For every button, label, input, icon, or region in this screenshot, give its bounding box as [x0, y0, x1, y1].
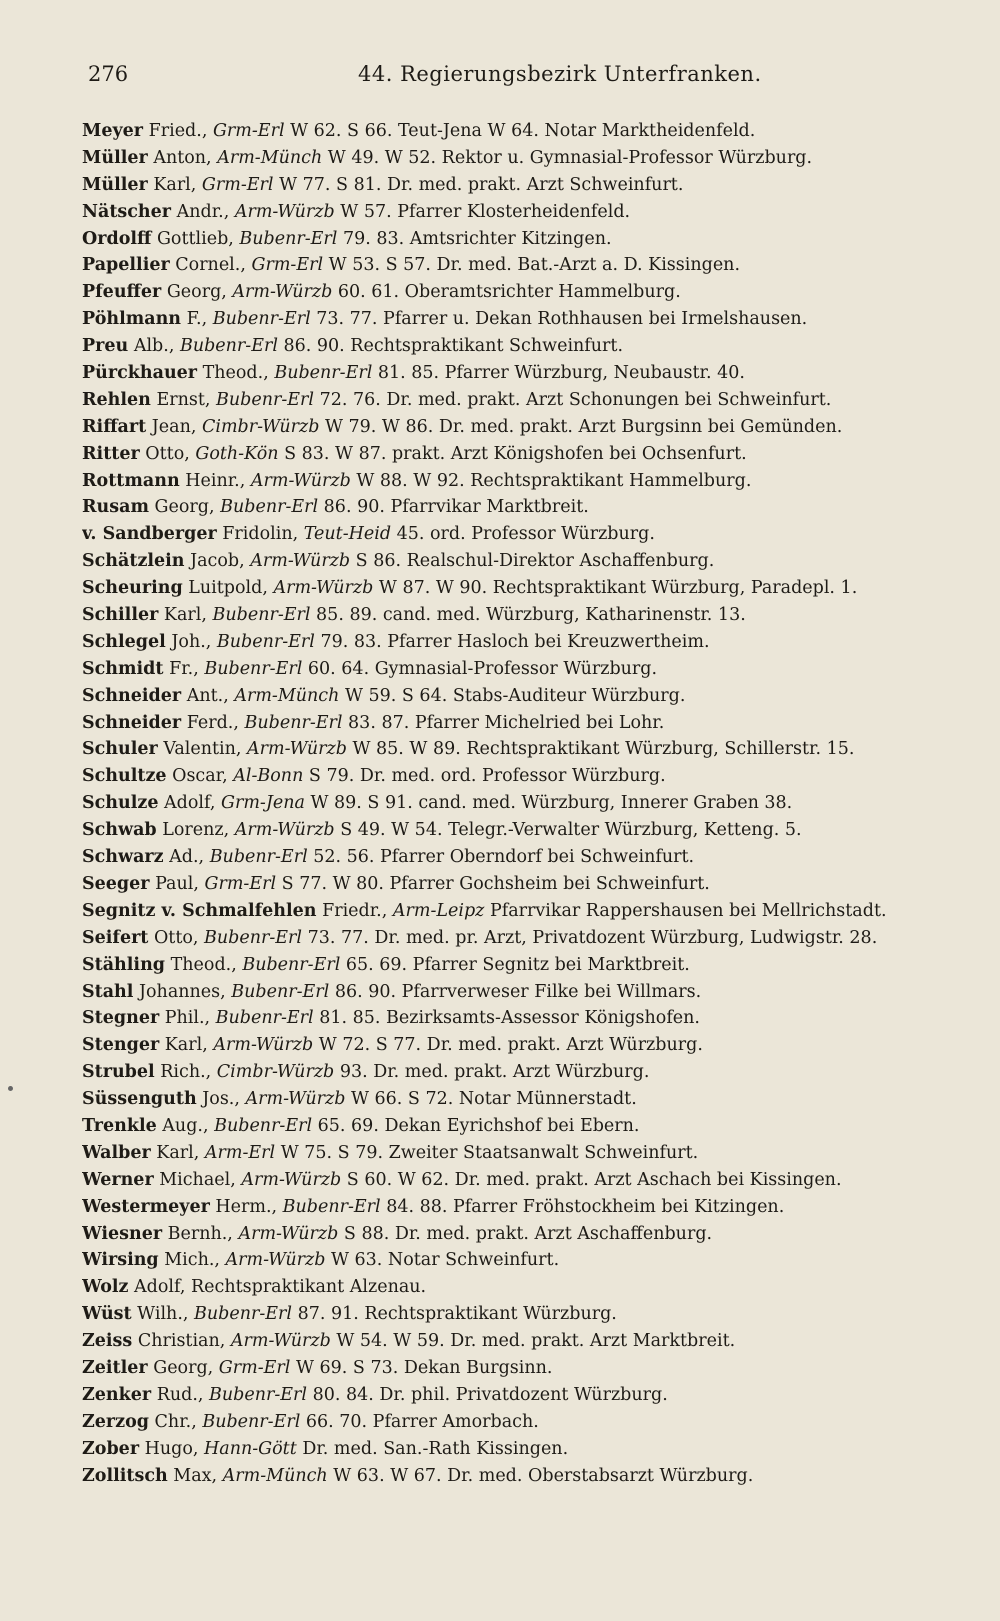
entry-name: Müller [82, 147, 148, 168]
list-item [82, 468, 962, 495]
entry-given-name: Max, [167, 1465, 223, 1486]
list-item [82, 1032, 962, 1059]
entry-name: Stegner [82, 1008, 160, 1029]
list-item [82, 710, 962, 737]
entry-name: Stahl [82, 981, 134, 1002]
entry-name: Seeger [82, 873, 150, 894]
entry-given-name: Heinr., [179, 470, 251, 491]
list-item [82, 602, 962, 629]
entry-affiliation: Bubenr-Erl [204, 658, 303, 679]
entry-name: Schuler [82, 739, 158, 760]
list-item [82, 1409, 962, 1436]
entry-name: Meyer [82, 121, 144, 141]
entry-affiliation: Goth-Kön [195, 443, 279, 464]
entry-name: Werner [82, 1169, 154, 1190]
entry-given-name: Friedr., [316, 900, 393, 921]
entry-affiliation: Bubenr-Erl [274, 363, 373, 384]
entry-given-name: Chr., [148, 1411, 203, 1432]
entry-given-name: Wilh., [131, 1304, 195, 1325]
list-item [82, 1221, 962, 1248]
entry-affiliation: Bubenr-Erl [209, 1384, 308, 1405]
entry-given-name: Oscar, [166, 766, 234, 787]
entry-affiliation: Arm-Leipz [392, 900, 485, 921]
entry-affiliation: Grm-Jena [220, 793, 305, 814]
entry-given-name: Rich., [154, 1062, 217, 1083]
entry-affiliation: Arm-Würzb [230, 1331, 331, 1352]
member-list [82, 118, 962, 1489]
entry-affiliation: Arm-Erl [204, 1142, 276, 1163]
entry-given-name: Ferd., [181, 712, 245, 733]
entry-affiliation: Bubenr-Erl [179, 336, 278, 357]
list-item [82, 925, 962, 952]
list-item [82, 1436, 962, 1463]
entry-name: Ritter [82, 443, 140, 464]
entry-affiliation: Arm-Würzb [241, 1169, 342, 1190]
list-item [82, 683, 962, 710]
entry-affiliation: Al-Bonn [233, 766, 304, 787]
entry-details: Dr. med. San.-Rath Kissingen. [296, 1438, 569, 1459]
entry-given-name: Karl, [159, 1035, 214, 1056]
entry-affiliation: Bubenr-Erl [209, 847, 308, 868]
entry-name: Segnitz v. Schmalfehlen [82, 900, 317, 921]
entry-name: Stähling [82, 954, 166, 975]
entry-given-name: Otto, [139, 443, 196, 464]
entry-affiliation: Arm-Würzb [250, 551, 351, 572]
entry-name: Wirsing [82, 1250, 159, 1271]
entry-name: Pöhlmann [82, 309, 182, 330]
running-head: 44. Regierungsbezirk Unterfranken. [358, 62, 762, 86]
list-item [82, 871, 962, 898]
page-header [88, 62, 958, 98]
list-item [82, 306, 962, 333]
entry-name: Pürckhauer [82, 363, 198, 384]
entry-given-name: Johannes, [133, 981, 232, 1002]
entry-given-name: Ernst, [150, 389, 217, 410]
entry-details: W 69. S 73. Dekan Burgsinn. [290, 1357, 553, 1378]
entry-details: 52. 56. Pfarrer Oberndorf bei Schweinfurt. [307, 847, 695, 868]
entry-affiliation: Arm-Würzb [232, 282, 333, 303]
entry-given-name: Herm., [209, 1196, 283, 1217]
entry-name: Walber [82, 1142, 151, 1163]
entry-details: 60. 64. Gymnasial-Professor Würzburg. [302, 658, 658, 679]
entry-name: Rehlen [82, 389, 151, 410]
list-item [82, 279, 962, 306]
entry-given-name: Otto, [148, 927, 205, 948]
entry-details: 66. 70. Pfarrer Amorbach. [300, 1411, 539, 1432]
entry-given-name: Hugo, [139, 1438, 205, 1459]
entry-name: Pfeuffer [82, 282, 162, 303]
entry-details: 85. 89. cand. med. Würzburg, Katharinenstr. 13. [310, 605, 746, 626]
entry-affiliation: Bubenr-Erl [244, 712, 343, 733]
list-item [82, 333, 962, 360]
entry-given-name: Luitpold, [182, 578, 274, 599]
list-item [82, 387, 962, 414]
list-item [82, 1194, 962, 1221]
entry-details: W 57. Pfarrer Klosterheidenfeld. [334, 201, 631, 222]
entry-affiliation: Arm-Würzb [213, 1035, 314, 1056]
list-item [82, 817, 962, 844]
entry-name: Schneider [82, 712, 182, 733]
entry-name: Schulze [82, 793, 159, 814]
entry-affiliation: Bubenr-Erl [215, 1008, 314, 1029]
entry-name: Rusam [82, 497, 149, 518]
entry-affiliation: Arm-Würzb [247, 739, 347, 760]
entry-given-name: Fr., [163, 658, 205, 679]
list-item [82, 521, 962, 548]
entry-affiliation: Bubenr-Erl [204, 927, 303, 948]
list-item [82, 763, 962, 790]
entry-given-name: Cornel., [169, 255, 252, 276]
entry-name: Trenkle [82, 1115, 157, 1136]
entry-given-name: F., [181, 309, 213, 330]
entry-affiliation: Bubenr-Erl [212, 605, 311, 626]
list-item [82, 226, 962, 253]
entry-affiliation: Bubenr-Erl [216, 631, 315, 652]
entry-name: Schwab [82, 820, 157, 841]
entry-given-name: Fried., [143, 121, 213, 141]
entry-affiliation: Arm-Münch [234, 685, 340, 706]
entry-given-name: Rud., [151, 1384, 210, 1405]
entry-details: 80. 84. Dr. phil. Privatdozent Würzburg. [307, 1384, 668, 1405]
entry-given-name: Georg, [161, 282, 233, 303]
entry-name: Zober [82, 1438, 140, 1459]
list-item [82, 844, 962, 871]
entry-given-name: Karl, [147, 174, 202, 195]
entry-name: Müller [82, 174, 148, 195]
entry-name: Westermeyer [82, 1196, 210, 1217]
entry-given-name: Karl, [158, 605, 213, 626]
entry-given-name: Jos., [196, 1089, 246, 1110]
list-item [82, 118, 962, 145]
entry-given-name: Mich., [158, 1250, 226, 1271]
list-item [82, 656, 962, 683]
entry-given-name: Karl, [150, 1142, 205, 1163]
entry-affiliation: Grm-Erl [212, 121, 285, 141]
list-item [82, 1247, 962, 1274]
entry-details: 79. 83. Pfarrer Hasloch bei Kreuzwertheim. [314, 631, 710, 652]
entry-details: S 77. W 80. Pfarrer Gochsheim bei Schweinfurt. [276, 873, 710, 894]
entry-affiliation: Bubenr-Erl [239, 228, 338, 249]
entry-name: Rottmann [82, 470, 180, 491]
entry-affiliation: Bubenr-Erl [194, 1304, 292, 1325]
entry-details: 84. 88. Pfarrer Fröhstockheim bei Kitzingen. [380, 1196, 785, 1217]
entry-given-name: Theod., [197, 363, 275, 384]
entry-details: S 86. Realschul-Direktor Aschaffenburg. [350, 551, 715, 572]
entry-affiliation: Teut-Heid [303, 524, 392, 545]
list-item [82, 494, 962, 521]
entry-details: Pfarrvikar Rappershausen bei Mellrichstadt. [484, 900, 887, 921]
entry-details: 79. 83. Amtsrichter Kitzingen. [337, 228, 612, 249]
entry-details: W 54. W 59. Dr. med. prakt. Arzt Marktbreit. [330, 1331, 736, 1352]
entry-name: Schultze [82, 766, 167, 787]
entry-affiliation: Grm-Erl [204, 873, 277, 894]
entry-given-name: Paul, [149, 873, 205, 894]
entry-given-name: Georg, [148, 497, 221, 518]
list-item [82, 172, 962, 199]
entry-given-name: Adolf, [158, 793, 221, 814]
list-item [82, 1274, 962, 1301]
entry-given-name: Alb., [128, 336, 180, 357]
entry-details: S 49. W 54. Telegr.-Verwalter Würzburg, Ketteng. 5. [334, 820, 802, 841]
entry-affiliation: Bubenr-Erl [282, 1196, 381, 1217]
entry-details: W 85. W 89. Rechtspraktikant Würzburg, Schillerstr. 15. [346, 739, 855, 760]
entry-details: 81. 85. Pfarrer Würzburg, Neubaustr. 40. [372, 363, 745, 384]
list-item [82, 1167, 962, 1194]
entry-given-name: Phil., [159, 1008, 216, 1029]
entry-name: Zenker [82, 1384, 152, 1405]
list-item [82, 1140, 962, 1167]
entry-affiliation: Bubenr-Erl [242, 954, 341, 975]
entry-details: W 66. S 72. Notar Münnerstadt. [345, 1089, 637, 1110]
entry-details: S 83. W 87. prakt. Arzt Königshofen bei Ochsenfurt. [278, 443, 747, 464]
entry-name: Zerzog [82, 1411, 149, 1432]
entry-affiliation: Bubenr-Erl [214, 1115, 313, 1136]
entry-details: W 62. S 66. Teut-Jena W 64. Notar Marktheidenfeld. [284, 121, 756, 141]
entry-name: Zeitler [82, 1357, 148, 1378]
list-item [82, 441, 962, 468]
entry-name: Ordolff [82, 228, 152, 249]
entry-affiliation: Arm-Würzb [234, 820, 335, 841]
entry-details: 81. 85. Bezirksamts-Assessor Königshofen. [313, 1008, 700, 1029]
entry-given-name: Christian, [132, 1331, 231, 1352]
entry-details: W 89. S 91. cand. med. Würzburg, Innerer Graben 38. [304, 793, 793, 814]
list-item [82, 1059, 962, 1086]
entry-details: 72. 76. Dr. med. prakt. Arzt Schonungen bei Schweinfurt. [314, 389, 832, 410]
entry-given-name: Jacob, [184, 551, 251, 572]
list-item [82, 898, 962, 925]
list-item [82, 145, 962, 172]
list-item [82, 1301, 962, 1328]
entry-affiliation: Arm-Würzb [238, 1223, 339, 1244]
entry-affiliation: Bubenr-Erl [216, 389, 315, 410]
entry-details: 73. 77. Dr. med. pr. Arzt, Privatdozent Würzburg, Ludwigstr. 28. [302, 927, 878, 948]
entry-name: Preu [82, 336, 129, 357]
list-item [82, 414, 962, 441]
entry-details: S 88. Dr. med. prakt. Arzt Aschaffenburg. [338, 1223, 713, 1244]
entry-details: 60. 61. Oberamtsrichter Hammelburg. [332, 282, 681, 303]
list-item [82, 575, 962, 602]
entry-name: Wolz [82, 1277, 129, 1298]
entry-affiliation: Arm-Münch [217, 147, 323, 168]
list-item [82, 952, 962, 979]
entry-given-name: Georg, [147, 1357, 219, 1378]
entry-details: 86. 90. Pfarrverweser Filke bei Willmars. [329, 981, 702, 1002]
entry-details: 65. 69. Pfarrer Segnitz bei Marktbreit. [340, 954, 690, 975]
entry-affiliation: Bubenr-Erl [212, 309, 311, 330]
entry-affiliation: Arm-Würzb [250, 470, 351, 491]
list-item [82, 629, 962, 656]
entry-details: 86. 90. Pfarrvikar Marktbreit. [318, 497, 589, 518]
list-item [82, 1005, 962, 1032]
entry-details: W 75. S 79. Zweiter Staatsanwalt Schweinfurt. [275, 1142, 699, 1163]
entry-affiliation: Hann-Gött [204, 1438, 297, 1459]
entry-name: Scheuring [82, 578, 183, 599]
list-item [82, 548, 962, 575]
entry-given-name: Lorenz, [156, 820, 235, 841]
entry-name: Schlegel [82, 631, 166, 652]
entry-affiliation: Arm-Würzb [234, 201, 335, 222]
entry-details: 87. 91. Rechtspraktikant Würzburg. [292, 1304, 617, 1325]
entry-given-name: Ad., [163, 847, 210, 868]
entry-affiliation: Arm-Würzb [273, 578, 374, 599]
entry-affiliation: Arm-Münch [222, 1465, 328, 1486]
entry-given-name: Theod., [165, 954, 243, 975]
list-item [82, 1086, 962, 1113]
list-item [82, 360, 962, 387]
entry-details: W 59. S 64. Stabs-Auditeur Würzburg. [339, 685, 686, 706]
entry-name: Schwarz [82, 847, 164, 868]
list-item [82, 1355, 962, 1382]
entry-details: 83. 87. Pfarrer Michelried bei Lohr. [342, 712, 665, 733]
list-item [82, 1328, 962, 1355]
entry-name: Seifert [82, 927, 149, 948]
entry-given-name: Joh., [165, 631, 217, 652]
list-item [82, 199, 962, 226]
entry-affiliation: Cimbr-Würzb [216, 1062, 335, 1083]
page-number: 276 [88, 62, 129, 86]
entry-given-name: Bernh., [162, 1223, 239, 1244]
entry-details: 93. Dr. med. prakt. Arzt Würzburg. [334, 1062, 650, 1083]
entry-affiliation: Cimbr-Würzb [201, 416, 320, 437]
entry-name: Zeiss [82, 1331, 133, 1352]
list-item [82, 790, 962, 817]
entry-affiliation: Grm-Erl [251, 255, 324, 276]
entry-given-name: Valentin, [157, 739, 248, 760]
entry-affiliation: Bubenr-Erl [202, 1411, 301, 1432]
entry-affiliation: Grm-Erl [201, 174, 274, 195]
entry-given-name: Aug., [156, 1115, 215, 1136]
entry-name: Schmidt [82, 658, 164, 679]
entry-details: S 79. Dr. med. ord. Professor Würzburg. [303, 766, 666, 787]
entry-details: S 60. W 62. Dr. med. prakt. Arzt Aschach bei Kissingen. [341, 1169, 842, 1190]
entry-details: 45. ord. Professor Würzburg. [391, 524, 655, 545]
entry-details: W 79. W 86. Dr. med. prakt. Arzt Burgsinn bei Gemünden. [319, 416, 843, 437]
entry-given-name: Anton, [147, 147, 218, 168]
entry-name: Nätscher [82, 201, 172, 222]
entry-given-name: Fridolin, [216, 524, 304, 545]
entry-name: Riffart [82, 416, 147, 437]
list-item [82, 1463, 962, 1490]
entry-given-name: Michael, [153, 1169, 242, 1190]
entry-name: Wiesner [82, 1223, 163, 1244]
list-item [82, 1382, 962, 1409]
entry-given-name: Andr., [171, 201, 235, 222]
entry-affiliation: Arm-Würzb [225, 1250, 326, 1271]
entry-affiliation: Bubenr-Erl [231, 981, 330, 1002]
margin-speck [8, 1086, 13, 1091]
entry-name: Schätzlein [82, 551, 185, 572]
entry-details: W 63. Notar Schweinfurt. [325, 1250, 560, 1271]
entry-name: Schneider [82, 685, 182, 706]
entry-name: Strubel [82, 1062, 155, 1083]
entry-name: Süssenguth [82, 1089, 197, 1110]
entry-name: Stenger [82, 1035, 160, 1056]
list-item [82, 979, 962, 1006]
entry-affiliation: Grm-Erl [218, 1357, 291, 1378]
entry-details: 86. 90. Rechtspraktikant Schweinfurt. [277, 336, 624, 357]
entry-details: W 88. W 92. Rechtspraktikant Hammelburg. [350, 470, 752, 491]
entry-details: W 53. S 57. Dr. med. Bat.-Arzt a. D. Kissingen. [323, 255, 741, 276]
list-item [82, 252, 962, 279]
entry-affiliation: Arm-Würzb [245, 1089, 346, 1110]
entry-details: 65. 69. Dekan Eyrichshof bei Ebern. [312, 1115, 640, 1136]
list-item [82, 1113, 962, 1140]
entry-name: Schiller [82, 605, 159, 626]
entry-name: Papellier [82, 255, 170, 276]
entry-name: v. Sandberger [82, 524, 217, 545]
entry-name: Wüst [82, 1304, 132, 1325]
list-item [82, 736, 962, 763]
entry-given-name: Jean, [146, 416, 202, 437]
entry-details: W 63. W 67. Dr. med. Oberstabsarzt Würzburg. [327, 1465, 754, 1486]
entry-details: W 72. S 77. Dr. med. prakt. Arzt Würzburg. [313, 1035, 703, 1056]
entry-details: W 49. W 52. Rektor u. Gymnasial-Professor Würzburg. [322, 147, 813, 168]
entry-details: W 77. S 81. Dr. med. prakt. Arzt Schweinfurt. [273, 174, 684, 195]
entry-given-name: Ant., [181, 685, 235, 706]
entry-details: 73. 77. Pfarrer u. Dekan Rothhausen bei Irmelshausen. [310, 309, 808, 330]
entry-given-name: Gottlieb, [151, 228, 240, 249]
entry-given-name: Adolf, Rechtspraktikant Alzenau. [128, 1277, 427, 1298]
entry-name: Zollitsch [82, 1465, 168, 1486]
entry-details: W 87. W 90. Rechtspraktikant Würzburg, Paradepl. 1. [373, 578, 858, 599]
entry-affiliation: Bubenr-Erl [220, 497, 319, 518]
